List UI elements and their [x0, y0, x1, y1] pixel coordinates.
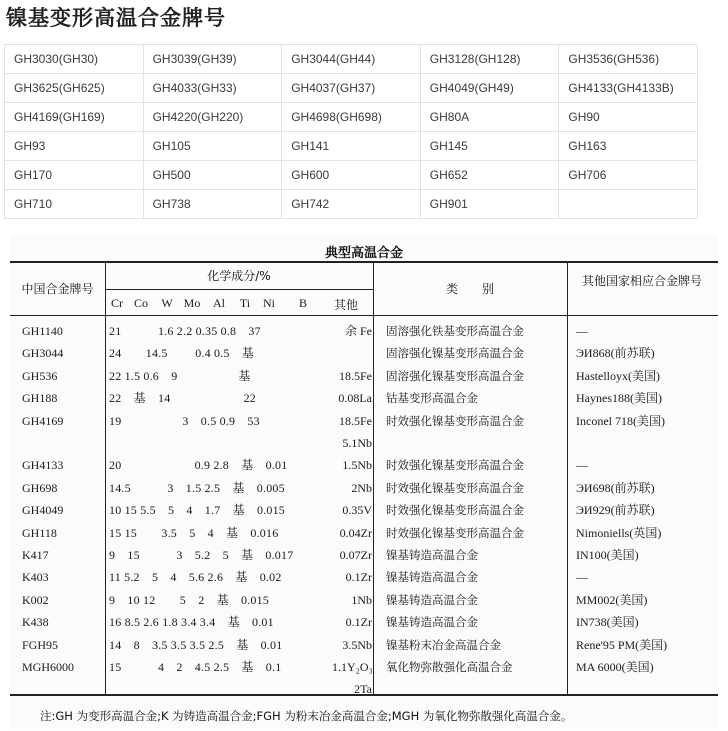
row-foreign: ЭИ868(前苏联)	[576, 346, 655, 361]
table-row	[10, 544, 718, 566]
row-other: 18.5Fe	[339, 368, 372, 383]
row-composition: 22 1.5 0.6 9 基	[109, 368, 251, 383]
grade-cell: GH3039(GH39)	[143, 45, 282, 74]
grade-cell: GH4049(GH49)	[420, 74, 559, 103]
table-row	[10, 432, 718, 454]
footnote: 注:GH 为变形高温合金;K 为铸造高温合金;FGH 为粉末冶金高温合金;MGH 为氧化物弥散强化高温合金。	[40, 709, 573, 723]
table-row	[10, 678, 718, 700]
row-composition: 9 10 12 5 2 基 0.015	[109, 592, 270, 607]
grade-cell: GH652	[420, 161, 559, 190]
row-category: 固溶强化铁基变形高温合金	[386, 324, 524, 338]
grade-grid-row	[5, 132, 698, 161]
row-foreign: —	[576, 324, 588, 338]
row-foreign: Inconel 718(美国)	[576, 413, 665, 428]
row-other: 0.1Zr	[345, 615, 372, 630]
row-composition: 16 8.5 2.6 1.8 3.4 3.4 基 0.01	[109, 615, 274, 630]
row-foreign: ЭИ929(前苏联)	[576, 503, 655, 518]
row-foreign: Nimoniells(英国)	[576, 525, 662, 540]
table-row	[10, 387, 718, 409]
row-category: 时效强化镍基变形高温合金	[386, 413, 524, 428]
grade-cell: GH4133(GH4133B)	[559, 74, 698, 103]
row-other: 18.5Fe	[339, 413, 372, 428]
grade-grid-row	[5, 74, 698, 103]
row-foreign: IN738(美国)	[576, 615, 639, 630]
row-category: 镍基铸造高温合金	[386, 548, 478, 562]
typical-alloy-table-image	[10, 234, 718, 729]
row-grade: GH118	[22, 525, 57, 540]
header-grade: 中国合金牌号	[21, 282, 94, 296]
grade-cell: GH90	[559, 103, 698, 132]
grade-cell: GH710	[5, 190, 144, 219]
row-category: 固溶强化镍基变形高温合金	[386, 368, 524, 383]
row-grade: K438	[22, 615, 49, 630]
grade-cell: GH4169(GH169)	[5, 103, 144, 132]
row-grade: MGH6000	[22, 660, 75, 674]
row-other: 1Nb	[351, 592, 372, 607]
header-element: Co	[133, 296, 149, 310]
grade-cell: GH80A	[420, 103, 559, 132]
row-grade: GH536	[22, 368, 58, 383]
row-foreign: Rene'95 PM(美国)	[576, 637, 668, 652]
row-category: 时效强化镍基变形高温合金	[386, 525, 524, 540]
row-grade: GH4169	[22, 413, 64, 428]
table-row	[10, 410, 718, 432]
header-element: Ti	[239, 296, 251, 310]
row-grade: GH1140	[22, 324, 63, 338]
row-other: 2Nb	[351, 480, 372, 495]
table-row	[10, 342, 718, 364]
grade-cell: GH3625(GH625)	[5, 74, 144, 103]
row-other: 余 Fe	[344, 324, 372, 338]
row-category: 时效强化镍基变形高温合金	[386, 503, 524, 518]
row-category: 镍基铸造高温合金	[386, 592, 478, 607]
row-category: 氧化物弥散强化高温合金	[386, 660, 513, 674]
table-row	[10, 454, 718, 476]
grade-grid-row	[5, 190, 698, 219]
row-foreign: —	[576, 570, 588, 585]
row-composition: 22 基 14 22	[109, 391, 257, 406]
row-foreign: MA 6000(美国)	[576, 660, 654, 674]
row-other: 0.08La	[338, 391, 372, 406]
grade-cell: GH600	[282, 161, 421, 190]
row-composition: 11 5.2 5 4 5.6 2.6 基 0.02	[109, 570, 282, 585]
table-row	[10, 566, 718, 588]
row-category: 镍基铸造高温合金	[386, 615, 478, 630]
grade-grid-row	[5, 103, 698, 132]
row-composition: 9 15 3 5.2 5 基 0.017	[109, 548, 294, 562]
row-category: 时效强化镍基变形高温合金	[386, 458, 524, 473]
row-grade: K002	[22, 592, 49, 607]
grade-grid-row	[5, 161, 698, 190]
row-grade: GH698	[22, 480, 58, 495]
table-row	[10, 611, 718, 633]
grade-cell: GH3128(GH128)	[420, 45, 559, 74]
grade-cell: GH163	[559, 132, 698, 161]
header-foreign: 其他国家相应合金牌号	[582, 274, 703, 288]
row-foreign: MM002(美国)	[576, 592, 648, 607]
grade-grid	[4, 44, 698, 219]
row-composition: 20 0.9 2.8 基 0.01	[109, 458, 288, 473]
table-row	[10, 656, 718, 678]
header-element: Cr	[111, 296, 123, 310]
row-foreign: IN100(美国)	[576, 548, 639, 562]
header-element: Ni	[263, 296, 275, 310]
grade-cell	[559, 190, 698, 219]
table-row	[10, 499, 718, 521]
row-category: 镍基铸造高温合金	[386, 570, 478, 585]
header-element: Al	[213, 296, 225, 310]
row-foreign: Haynes188(美国)	[576, 391, 662, 406]
table-row	[10, 365, 718, 387]
header-other: 其他	[333, 298, 359, 312]
row-grade: K417	[22, 548, 49, 562]
grade-grid-row	[5, 45, 698, 74]
row-other: 0.1Zr	[345, 570, 372, 585]
row-composition: 14.5 3 1.5 2.5 基 0.005	[109, 480, 285, 495]
row-composition: 15 15 3.5 5 4 基 0.016	[109, 525, 279, 540]
row-grade: GH4049	[22, 503, 64, 518]
row-composition: 19 3 0.5 0.9 53	[109, 413, 260, 428]
grade-cell: GH3030(GH30)	[5, 45, 144, 74]
grade-cell: GH170	[5, 161, 144, 190]
grade-cell: GH742	[282, 190, 421, 219]
row-grade: GH188	[22, 391, 58, 406]
header-category: 类 别	[445, 282, 494, 296]
table-caption: 典型高温合金	[324, 246, 403, 261]
row-grade: FGH95	[22, 637, 59, 652]
row-composition: 15 4 2 4.5 2.5 基 0.1	[109, 660, 282, 674]
grade-cell: GH500	[143, 161, 282, 190]
grade-cell: GH145	[420, 132, 559, 161]
table-row	[10, 522, 718, 544]
grade-cell: GH4220(GH220)	[143, 103, 282, 132]
row-composition: 21 1.6 2.2 0.35 0.8 37	[109, 324, 261, 338]
table-row	[10, 320, 718, 342]
row-foreign: ЭИ698(前苏联)	[576, 480, 655, 495]
row-composition: 24 14.5 0.4 0.5 基	[109, 346, 255, 361]
row-other: 2Ta	[354, 682, 372, 697]
table-row	[10, 589, 718, 611]
row-other: 0.35V	[342, 503, 372, 518]
row-category: 固溶强化镍基变形高温合金	[386, 346, 524, 361]
grade-cell: GH4033(GH33)	[143, 74, 282, 103]
row-grade: K403	[22, 570, 49, 585]
header-element: Mo	[183, 296, 201, 310]
grade-cell: GH93	[5, 132, 144, 161]
row-other: 5.1Nb	[342, 436, 372, 450]
row-grade: GH3044	[22, 346, 64, 361]
header-composition: 化学成分/%	[207, 269, 271, 283]
header-element: W	[161, 296, 173, 310]
grade-cell: GH141	[282, 132, 421, 161]
table-row	[10, 477, 718, 499]
row-category: 镍基粉末冶金高温合金	[386, 637, 501, 652]
row-foreign: Hastelloyx(美国)	[576, 368, 660, 383]
page-title: 镍基变形高温合金牌号	[6, 6, 226, 30]
grade-cell: GH105	[143, 132, 282, 161]
row-composition: 14 8 3.5 3.5 3.5 2.5 基 0.01	[109, 637, 283, 652]
header-element: B	[298, 296, 308, 310]
row-category: 时效强化镍基变形高温合金	[386, 480, 524, 495]
row-other: 0.04Zr	[339, 525, 372, 540]
row-grade: GH4133	[22, 458, 64, 473]
row-other: 1.5Nb	[342, 458, 372, 473]
row-other: 1.1Y₂O₃	[332, 660, 373, 674]
grade-cell: GH738	[143, 190, 282, 219]
row-other: 0.07Zr	[339, 548, 372, 562]
header-sub-rule	[105, 289, 373, 290]
header-bottom-rule	[10, 315, 718, 316]
row-composition: 10 15 5.5 5 4 1.7 基 0.015	[109, 503, 286, 518]
grade-cell: GH4037(GH37)	[282, 74, 421, 103]
grade-cell: GH3044(GH44)	[282, 45, 421, 74]
grade-cell: GH4698(GH698)	[282, 103, 421, 132]
grade-cell: GH3536(GH536)	[559, 45, 698, 74]
top-rule	[10, 261, 718, 263]
grade-cell: GH706	[559, 161, 698, 190]
row-foreign: —	[576, 458, 588, 473]
table-row	[10, 634, 718, 656]
grade-cell: GH901	[420, 190, 559, 219]
row-other: 3.5Nb	[342, 637, 372, 652]
row-category: 钴基变形高温合金	[386, 391, 478, 406]
